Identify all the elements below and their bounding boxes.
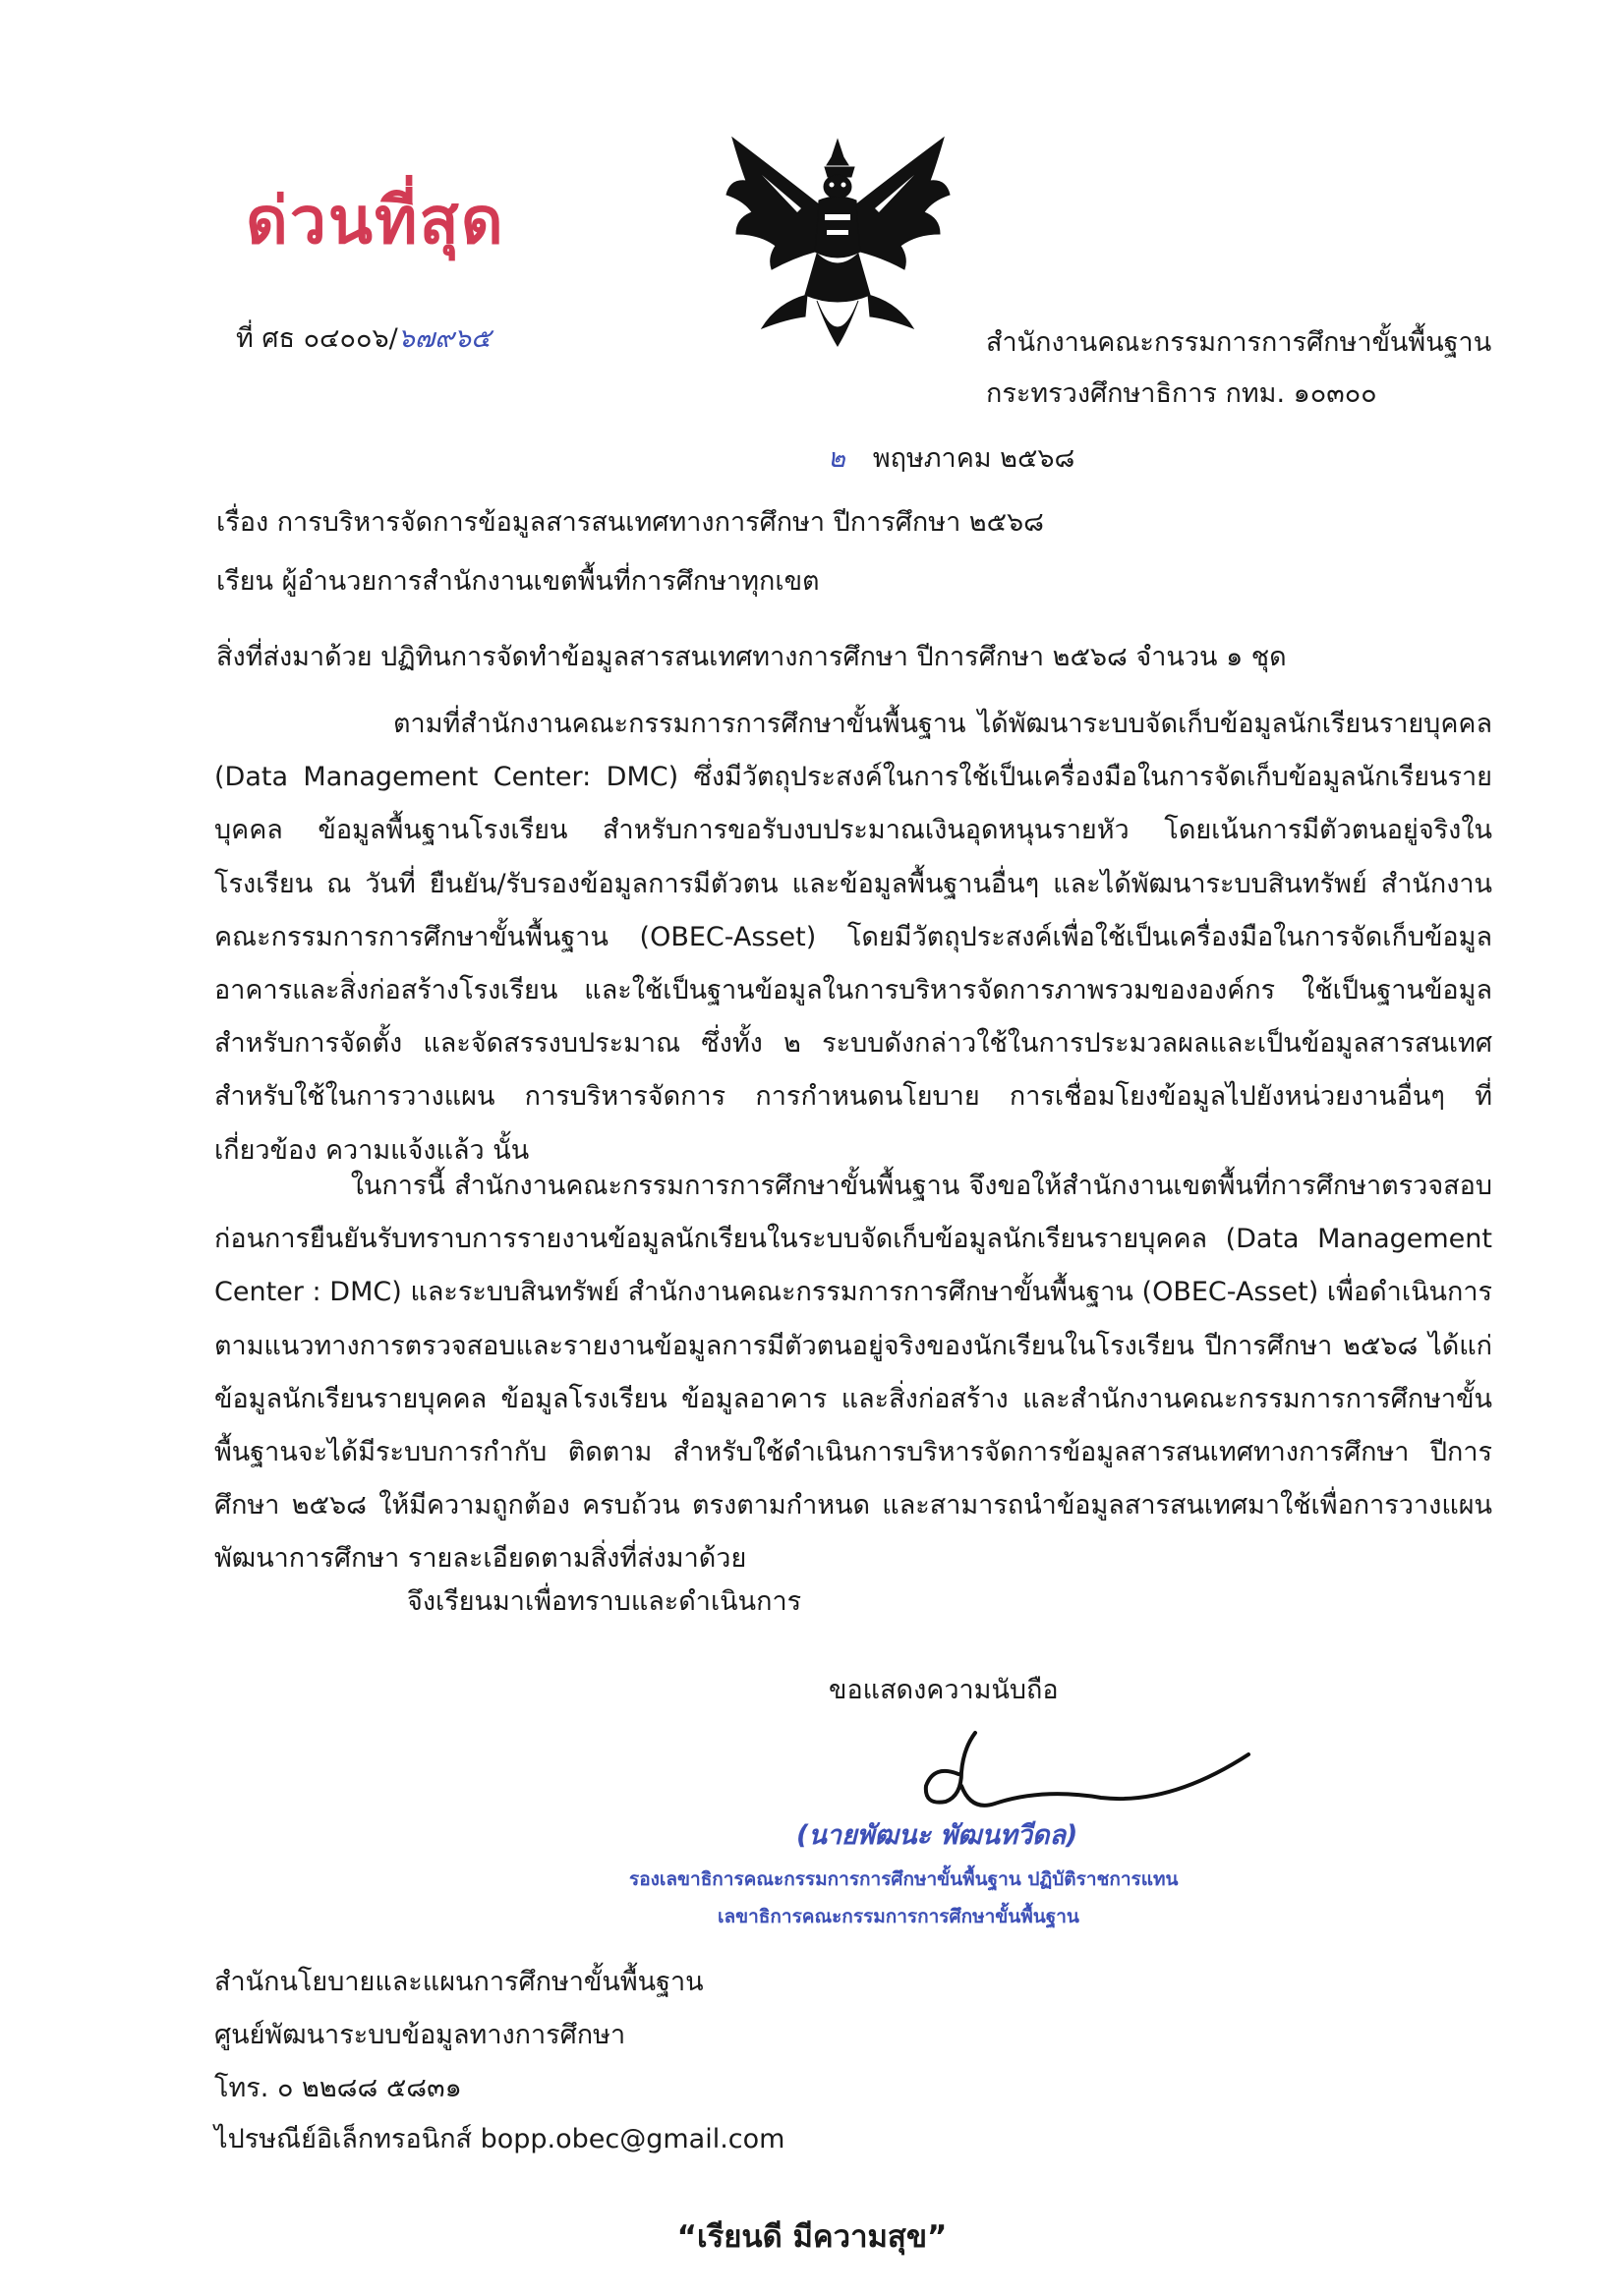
urgent-stamp: ด่วนที่สุด (246, 182, 505, 258)
closing-salutation: ขอแสดงความนับถือ (829, 1675, 1059, 1705)
date-day-handwritten: ๒ (828, 443, 845, 474)
issuer-office: สำนักงานคณะกรรมการการศึกษาขั้นพื้นฐาน (986, 327, 1492, 358)
body-paragraph-1 (214, 698, 1492, 1177)
contact-phone: โทร. ๐ ๒๒๘๘ ๕๘๓๑ (214, 2073, 462, 2103)
contact-office-1: สำนักนโยบายและแผนการศึกษาขั้นพื้นฐาน (214, 1967, 704, 1997)
date-month-year: พฤษภาคม ๒๕๖๘ (872, 443, 1075, 474)
signatory-position-line2: เลขาธิการคณะกรรมการการศึกษาขั้นพื้นฐาน (718, 1906, 1079, 1927)
garuda-emblem-icon (723, 136, 954, 354)
motto: “เรียนดี มีความสุข” (676, 2219, 948, 2255)
contact-email: ไปรษณีย์อิเล็กทรอนิกส์ bopp.obec@gmail.com (214, 2124, 785, 2154)
document-number-prefix: ที่ ศธ ๐๔๐๐๖/ (236, 323, 398, 354)
paragraph-text: ในการนี้ สำนักงานคณะกรรมการการศึกษาขั้นพื้นฐาน จึงขอให้สำนักงานเขตพื้นที่การศึกษาตรวจสอบก่อนการยืนยันรับทราบการรายงานข้อมูลนักเรียนในระบบจัดเก็บข้อมูลนักเรียนรายบุคคล (Data Management Center : DMC) และระบบสินทรัพย์ สำนักงานคณะกรรมการการศึกษาขั้นพื้นฐาน (OBEC-Asset) เพื่อดำเนินการตามแนวทางการตรวจสอบและรายงานข้อมูลการมีตัวตนอยู่จริงของนักเรียนในโรงเรียน ปีการศึกษา ๒๕๖๘ ได้แก่ ข้อมูลนักเรียนรายบุคคล ข้อมูลโรงเรียน ข้อมูลอาคาร และสิ่งก่อสร้าง และสำนักงานคณะกรรมการการศึกษาขั้นพื้นฐานจะได้มีระบบการกำกับ ติดตาม สำหรับใช้ดำเนินการบริหารจัดการข้อมูลสารสนเทศทางการศึกษา ปีการศึกษา ๒๕๖๘ ให้มีความถูกต้อง ครบถ้วน ตรงตามกำหนด และสามารถนำข้อมูลสารสนเทศมาใช้เพื่อการวางแผนพัฒนาการศึกษา รายละเอียดตามสิ่งที่ส่งมาด้วย (214, 1171, 1492, 1575)
signatory-name: (นายพัฒนะ พัฒนทวีดล) (796, 1820, 1078, 1851)
document-number-handwritten: ๖๗๙๖๕ (397, 323, 492, 354)
paragraph-text: ตามที่สำนักงานคณะกรรมการการศึกษาขั้นพื้นฐาน ได้พัฒนาระบบจัดเก็บข้อมูลนักเรียนรายบุคคล (Data Management Center: DMC) ซึ่งมีวัตถุประสงค์ในการใช้เป็นเครื่องมือในการจัดเก็บข้อมูลนักเรียนรายบุคคล ข้อมูลพื้นฐานโรงเรียน สำหรับการขอรับงบประมาณเงินอุดหนุนรายหัว โดยเน้นการมีตัวตนอยู่จริงในโรงเรียน ณ วันที่ ยืนยัน/รับรองข้อมูลการมีตัวตน และข้อมูลพื้นฐานอื่นๆ และได้พัฒนาระบบสินทรัพย์ สำนักงานคณะกรรมการการศึกษาขั้นพื้นฐาน (OBEC-Asset) โดยมีวัตถุประสงค์เพื่อใช้เป็นเครื่องมือในการจัดเก็บข้อมูลอาคารและสิ่งก่อสร้างโรงเรียน และใช้เป็นฐานข้อมูลในการบริหารจัดการภาพรวมขององค์กร ใช้เป็นฐานข้อมูลสำหรับการจัดตั้ง และจัดสรรงบประมาณ ซึ่งทั้ง ๒ ระบบดังกล่าวใช้ในการประมวลผลและเป็นข้อมูลสารสนเทศ สำหรับใช้ในการวางแผน การบริหารจัดการ การกำหนดนโยบาย การเชื่อมโยงข้อมูลไปยังหน่วยงานอื่นๆ ที่เกี่ยวข้อง ความแจ้งแล้ว นั้น (214, 709, 1492, 1166)
body-paragraph-3: จึงเรียนมาเพื่อทราบและดำเนินการ (407, 1586, 802, 1617)
signatory-position-line1: รองเลขาธิการคณะกรรมการการศึกษาขั้นพื้นฐาน ปฏิบัติราชการแทน (629, 1868, 1179, 1890)
handwritten-signature (904, 1725, 1258, 1823)
subject-line: เรื่อง การบริหารจัดการข้อมูลสารสนเทศทางการศึกษา ปีการศึกษา ๒๕๖๘ (216, 507, 1045, 538)
body-paragraph-2 (214, 1160, 1492, 1586)
document-date (828, 432, 1074, 486)
issuer-address: กระทรวงศึกษาธิการ กทม. ๑๐๓๐๐ (986, 378, 1377, 409)
document-number (236, 313, 492, 366)
contact-office-2: ศูนย์พัฒนาระบบข้อมูลทางการศึกษา (214, 2020, 626, 2050)
recipient-line: เรียน ผู้อำนวยการสำนักงานเขตพื้นที่การศึกษาทุกเขต (216, 566, 820, 597)
enclosure-line: สิ่งที่ส่งมาด้วย ปฏิทินการจัดทำข้อมูลสารสนเทศทางการศึกษา ปีการศึกษา ๒๕๖๘ จำนวน ๑ ชุด (216, 642, 1287, 672)
